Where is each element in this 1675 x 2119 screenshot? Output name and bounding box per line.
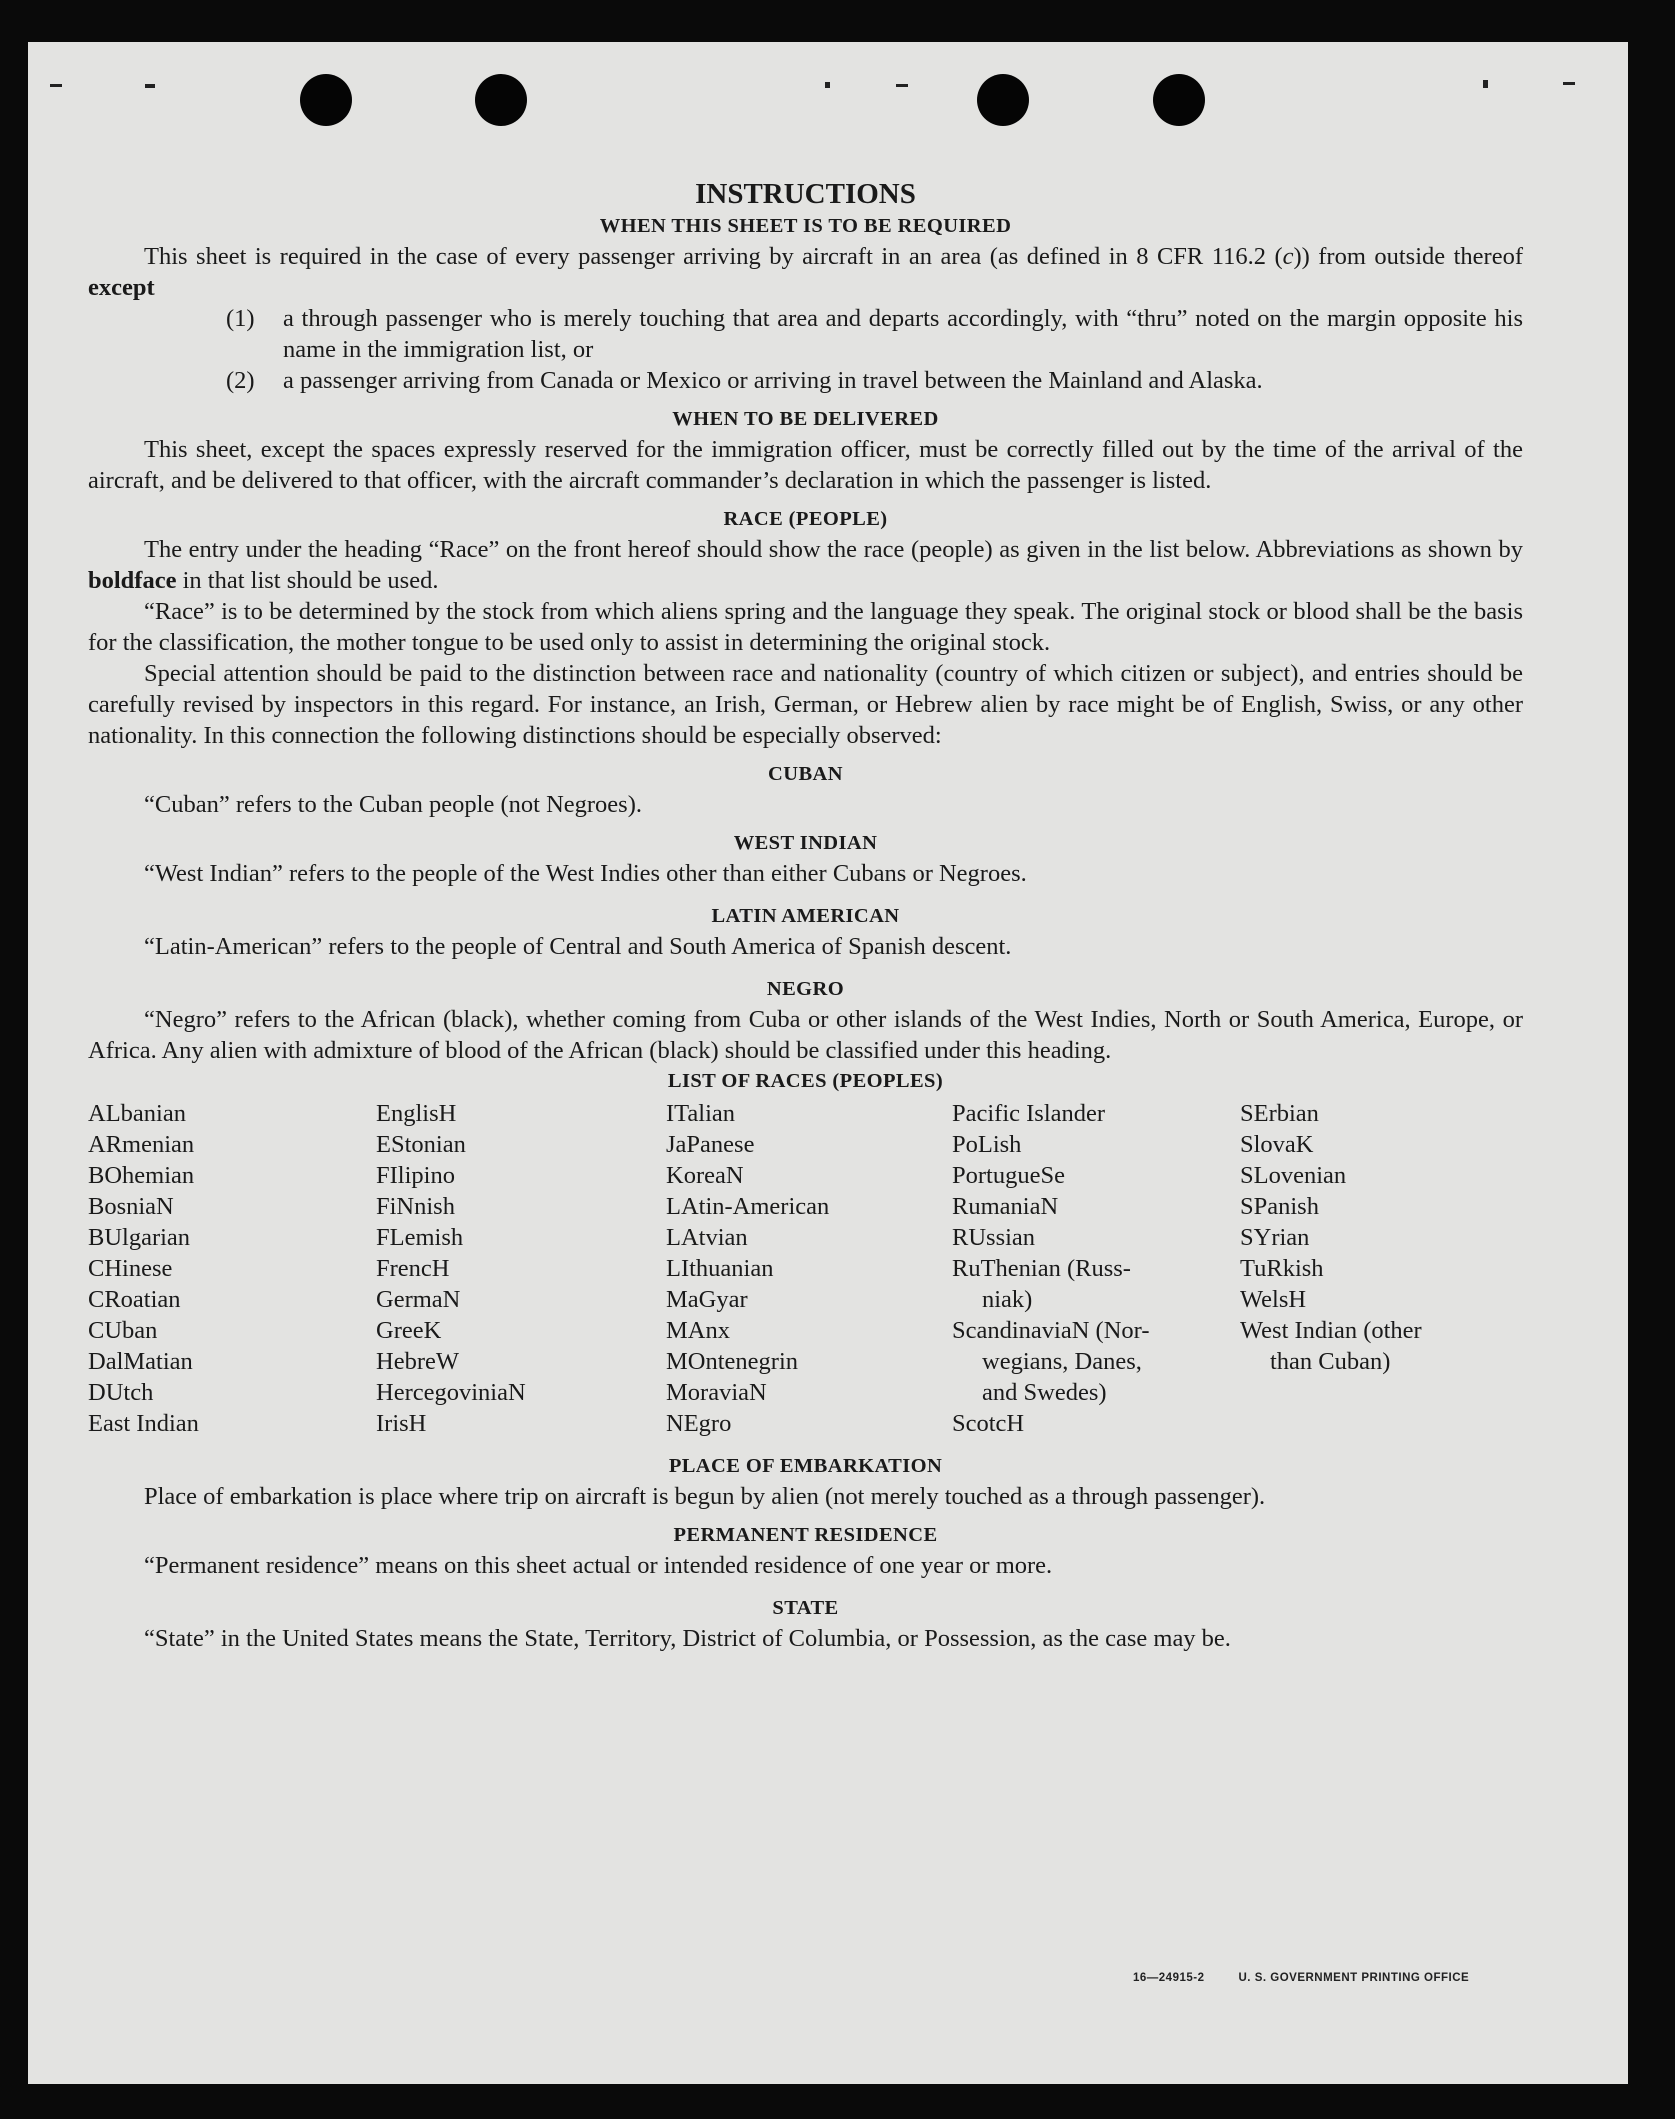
section-heading: PERMANENT RESIDENCE (673, 1524, 938, 1546)
race-entry: NEgro (666, 1410, 732, 1437)
section-paragraph: “Negro” refers to the African (black), whether coming from Cuba or other islands of the West Indies, North or South America, Europe, or Africa. Any alien with admixture of blood of the African (black) should be classified under this heading. (88, 1006, 1523, 1064)
punch-hole (1153, 74, 1205, 126)
race-entry: DUtch (88, 1379, 154, 1406)
section-heading: RACE (PEOPLE) (723, 508, 888, 530)
scan-speck (896, 84, 908, 87)
races-column (666, 1098, 952, 1439)
printer-footer (1133, 1972, 1469, 1984)
list-item: (2) a passenger arriving from Canada or Mexico or arriving in travel between the Mainland and Alaska. (226, 367, 1263, 394)
race-entry: ScandinaviaN (Nor- (952, 1317, 1150, 1344)
race-entry: FrencH (376, 1255, 450, 1282)
race-entry: SYrian (1240, 1224, 1310, 1251)
races-column (376, 1098, 666, 1439)
race-entry: SlovaK (1240, 1131, 1314, 1158)
race-entry: PoLish (952, 1131, 1022, 1158)
section-paragraph: “Cuban” refers to the Cuban people (not Negroes). (144, 791, 642, 818)
race-entry: PortugueSe (952, 1162, 1065, 1189)
race-entry: HebreW (376, 1348, 459, 1375)
races-column (88, 1098, 376, 1439)
race-entry: HercegoviniaN (376, 1379, 526, 1406)
section-paragraph: “Latin-American” refers to the people of Central and South America of Spanish descent. (144, 933, 1012, 960)
race-entry: CHinese (88, 1255, 173, 1282)
race-entry: TuRkish (1240, 1255, 1324, 1282)
race-entry: wegians, Danes, (982, 1348, 1142, 1375)
section-paragraph: “West Indian” refers to the people of the West Indies other than either Cubans or Negroes. (144, 860, 1027, 887)
scan-speck (145, 84, 155, 88)
race-entry: Pacific Islander (952, 1100, 1106, 1127)
race-entry: RuThenian (Russ- (952, 1255, 1131, 1282)
section-heading: NEGRO (766, 978, 845, 1000)
section-heading: CUBAN (768, 763, 843, 785)
race-entry: SPanish (1240, 1193, 1319, 1220)
printer-name: U. S. GOVERNMENT PRINTING OFFICE (1238, 1972, 1470, 1984)
race-entry: GreeK (376, 1317, 442, 1344)
race-entry: BosniaN (88, 1193, 174, 1220)
race-entry: MOntenegrin (666, 1348, 798, 1375)
section-heading: PLACE OF EMBARKATION (668, 1455, 943, 1477)
races-list (88, 1098, 1523, 1439)
race-entry: CRoatian (88, 1286, 181, 1313)
punch-hole (977, 74, 1029, 126)
list-item: (1) a through passenger who is merely touching that area and departs accordingly, with “thru” noted on the margin opposite his name in the immigration list, or (226, 305, 1523, 363)
races-column (1240, 1098, 1523, 1439)
section-paragraph: This sheet is required in the case of every passenger arriving by aircraft in an area (as defined in 8 CFR 116.2 (c)) from outside thereof except (88, 243, 1523, 301)
races-column (952, 1098, 1240, 1439)
section-paragraph: The entry under the heading “Race” on the front hereof should show the race (people) as given in the list below. Abbreviations as shown by boldface in that list should be used. (88, 536, 1523, 594)
race-entry: DalMatian (88, 1348, 193, 1375)
race-entry: GermaN (376, 1286, 461, 1313)
page-title: INSTRUCTIONS (695, 178, 916, 210)
race-entry: FLemish (376, 1224, 464, 1251)
punch-hole (475, 74, 527, 126)
race-entry: EStonian (376, 1131, 466, 1158)
race-entry: LAtin-American (666, 1193, 830, 1220)
race-entry: BUlgarian (88, 1224, 191, 1251)
race-entry: CUban (88, 1317, 158, 1344)
race-entry: LIthuanian (666, 1255, 774, 1282)
section-paragraph: Special attention should be paid to the distinction between race and nationality (country of which citizen or subject), and entries should be carefully revised by inspectors in this regard. For instance, an Irish, German, or Hebrew alien by race might be of English, Swiss, or any other nationality. In this connection the following distinctions should be especially observed: (88, 660, 1523, 749)
scan-speck (50, 84, 62, 87)
race-entry: MoraviaN (666, 1379, 767, 1406)
section-paragraph: Place of embarkation is place where trip on aircraft is begun by alien (not merely touched as a through passenger). (144, 1483, 1266, 1510)
punch-hole (300, 74, 352, 126)
form-number: 16—24915-2 (1133, 1972, 1205, 1984)
scan-speck (825, 82, 830, 88)
section-paragraph: “Race” is to be determined by the stock from which aliens spring and the language they speak. The original stock or blood shall be the basis for the classification, the mother tongue to be used only to assist in determining the original stock. (88, 598, 1523, 656)
race-entry: FiNnish (376, 1193, 455, 1220)
race-entry: LAtvian (666, 1224, 748, 1251)
race-entry: ITalian (666, 1100, 736, 1127)
race-entry: MaGyar (666, 1286, 748, 1313)
race-entry: IrisH (376, 1410, 427, 1437)
instructions-content (88, 177, 1523, 1654)
race-entry: niak) (982, 1286, 1033, 1313)
section-paragraph: “Permanent residence” means on this sheet actual or intended residence of one year or more. (144, 1552, 1053, 1579)
section-heading: LATIN AMERICAN (711, 905, 900, 927)
race-entry: and Swedes) (982, 1379, 1107, 1406)
race-entry: ScotcH (952, 1410, 1025, 1437)
section-paragraph: “State” in the United States means the State, Territory, District of Columbia, or Possession, as the case may be. (144, 1625, 1231, 1652)
race-entry: BOhemian (88, 1162, 195, 1189)
section-heading: STATE (772, 1597, 839, 1619)
race-entry: than Cuban) (1270, 1348, 1391, 1375)
race-entry: ARmenian (88, 1131, 195, 1158)
race-entry: RumaniaN (952, 1193, 1059, 1220)
scan-speck (1483, 80, 1488, 88)
exceptions-list (88, 303, 1523, 396)
scan-speck (1563, 82, 1575, 85)
race-entry: ALbanian (88, 1100, 186, 1127)
race-entry: JaPanese (666, 1131, 755, 1158)
race-entry: FIlipino (376, 1162, 455, 1189)
race-entry: East Indian (88, 1410, 199, 1437)
section-heading: WHEN TO BE DELIVERED (672, 408, 939, 430)
races-heading: LIST OF RACES (PEOPLES) (667, 1070, 944, 1092)
race-entry: SErbian (1240, 1100, 1319, 1127)
race-entry: KoreaN (666, 1162, 744, 1189)
race-entry: SLovenian (1240, 1162, 1347, 1189)
race-entry: WelsH (1240, 1286, 1307, 1313)
document-page (28, 42, 1628, 2084)
section-paragraph: This sheet, except the spaces expressly reserved for the immigration officer, must be correctly filled out by the time of the arrival of the aircraft, and be delivered to that officer, with the aircraft commander’s declaration in which the passenger is listed. (88, 436, 1523, 494)
race-entry: West Indian (other (1240, 1317, 1422, 1344)
race-entry: EnglisH (376, 1100, 457, 1127)
section-heading: WEST INDIAN (733, 832, 878, 854)
race-entry: RUssian (952, 1224, 1036, 1251)
race-entry: MAnx (666, 1317, 730, 1344)
section-heading: WHEN THIS SHEET IS TO BE REQUIRED (599, 215, 1012, 237)
